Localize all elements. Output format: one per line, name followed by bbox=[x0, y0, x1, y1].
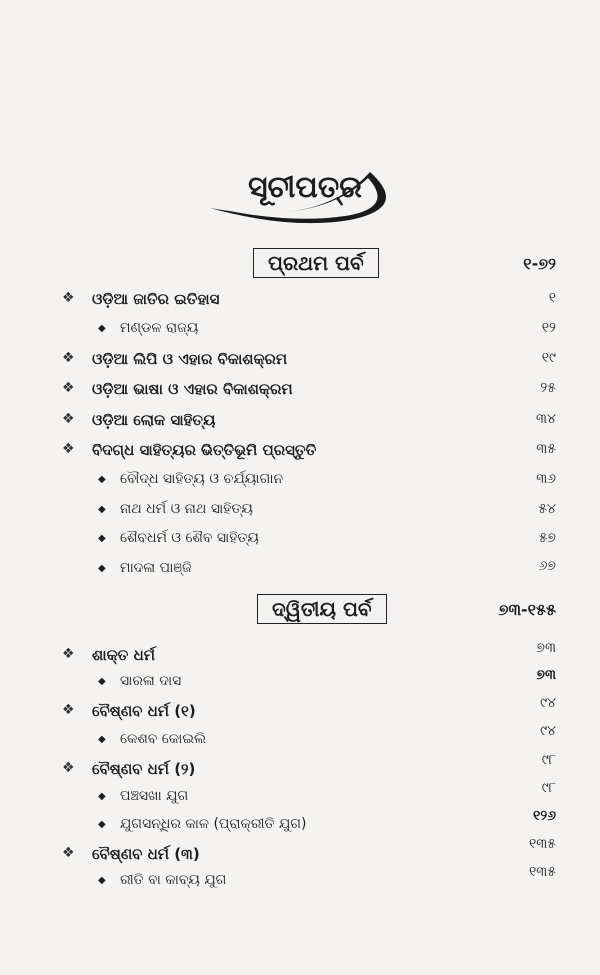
toc-entry-page: ୧୩୫ bbox=[528, 864, 556, 880]
toc-entry-title: ସାରଳା ଦାସ bbox=[120, 673, 182, 689]
four-diamond-bullet-icon: ❖ bbox=[62, 646, 75, 662]
toc-entry bbox=[0, 290, 600, 314]
part-heading: ପ୍ରଥମ ପର୍ବ bbox=[253, 248, 379, 278]
toc-entry-page: ୬୭ bbox=[538, 558, 556, 574]
part-heading: ଦ୍ୱିତୀୟ ପର୍ବ bbox=[257, 594, 387, 624]
diamond-bullet-icon: ◆ bbox=[98, 819, 106, 830]
toc-entry-page: ୧୯ bbox=[541, 350, 556, 366]
toc-entry-title: ଶାକ୍ତ ଧର୍ମ bbox=[92, 646, 155, 664]
four-diamond-bullet-icon: ❖ bbox=[62, 290, 75, 306]
toc-entry-page: ୯୮ bbox=[541, 780, 556, 796]
diamond-bullet-icon: ◆ bbox=[98, 791, 106, 802]
four-diamond-bullet-icon: ❖ bbox=[62, 845, 75, 861]
page-title: ସୂଚୀପତ୍ର bbox=[248, 170, 362, 205]
four-diamond-bullet-icon: ❖ bbox=[62, 380, 75, 396]
diamond-bullet-icon: ◆ bbox=[98, 323, 106, 334]
toc-entry-page: ୯୮ bbox=[541, 752, 556, 768]
four-diamond-bullet-icon: ❖ bbox=[62, 702, 75, 718]
toc-entry bbox=[0, 673, 600, 697]
toc-entry-page: ୫୪ bbox=[538, 501, 556, 517]
diamond-bullet-icon: ◆ bbox=[98, 734, 106, 745]
toc-entry-title: ବିଦଗ୍ଧ ସାହିତ୍ୟର ଭିତ୍ତିଭୂମି ପ୍ରସ୍ତୁତି bbox=[92, 441, 317, 459]
toc-entry-title: ଓଡ଼ିଆ ଲୋକ ସାହିତ୍ୟ bbox=[92, 411, 216, 429]
toc-entry-page: ୩୪ bbox=[536, 411, 556, 427]
part-page-range: ୭୩-୧୫୫ bbox=[498, 600, 556, 619]
toc-entry-title: ରୀତି ବା କାବ୍ୟ ଯୁଗ bbox=[120, 872, 227, 888]
toc-entry bbox=[0, 872, 600, 896]
toc-entry-title: ବୈଷ୍ଣବ ଧର୍ମ (୩) bbox=[92, 845, 200, 863]
toc-entry-title: ନାଥ ଧର୍ମ ଓ ନାଥ ସାହିତ୍ୟ bbox=[120, 501, 253, 517]
toc-entry-page: ୧୨୬ bbox=[532, 808, 556, 824]
toc-entry-page: ୭୩ bbox=[536, 667, 556, 683]
toc-entry bbox=[0, 702, 600, 726]
toc-entry-page: ୧୩୫ bbox=[528, 836, 556, 852]
toc-entry-page: ୩୫ bbox=[536, 441, 556, 457]
four-diamond-bullet-icon: ❖ bbox=[62, 350, 75, 366]
toc-entry-page: ୯୪ bbox=[540, 723, 556, 739]
toc-entry bbox=[0, 530, 600, 554]
toc-entry bbox=[0, 501, 600, 525]
diamond-bullet-icon: ◆ bbox=[98, 474, 106, 485]
diamond-bullet-icon: ◆ bbox=[98, 676, 106, 687]
toc-entry bbox=[0, 788, 600, 812]
diamond-bullet-icon: ◆ bbox=[98, 875, 106, 886]
toc-entry-page: ୭୩ bbox=[536, 640, 556, 656]
toc-entry-page: ୧୨ bbox=[541, 320, 556, 336]
four-diamond-bullet-icon: ❖ bbox=[62, 411, 75, 427]
toc-entry-title: ଓଡ଼ିଆ ଲିପି ଓ ଏହାର ବିକାଶକ୍ରମ bbox=[92, 350, 288, 368]
toc-entry bbox=[0, 845, 600, 869]
toc-entry-title: ମଣ୍ଡଳ ରାଜ୍ୟ bbox=[120, 320, 199, 336]
four-diamond-bullet-icon: ❖ bbox=[62, 441, 75, 457]
toc-entry-title: ମାଦଳା ପାଞ୍ଜି bbox=[120, 560, 192, 576]
toc-entry bbox=[0, 760, 600, 784]
toc-entry-title: ବୈଷ୍ଣବ ଧର୍ମ (୨) bbox=[92, 760, 196, 778]
toc-entry-page: ୩୬ bbox=[536, 471, 556, 487]
toc-entry-title: ଶୈବଧର୍ମ ଓ ଶୈବ ସାହିତ୍ୟ bbox=[120, 530, 259, 546]
toc-entry-title: ଓଡ଼ିଆ ଭାଷା ଓ ଏହାର ବିକାଶକ୍ରମ bbox=[92, 380, 293, 398]
toc-entry bbox=[0, 471, 600, 495]
diamond-bullet-icon: ◆ bbox=[98, 533, 106, 544]
toc-entry-page: ୯୪ bbox=[540, 695, 556, 711]
toc-entry-title: ବୌଦ୍ଧ ସାହିତ୍ୟ ଓ ଚର୍ଯ୍ୟାଗାନ bbox=[120, 471, 284, 487]
part-page-range: ୧-୭୨ bbox=[523, 254, 556, 273]
toc-entry bbox=[0, 441, 600, 465]
toc-entry bbox=[0, 816, 600, 840]
toc-entry-title: କେଶବ କୋଇଲି bbox=[120, 731, 207, 747]
toc-entry-title: ଓଡ଼ିଆ ଜାତିର ଇତିହାସ bbox=[92, 290, 220, 308]
toc-entry bbox=[0, 560, 600, 584]
toc-entry-page: ୨୫ bbox=[540, 380, 556, 396]
toc-entry bbox=[0, 646, 600, 670]
toc-entry bbox=[0, 411, 600, 435]
toc-entry-title: ବୈଷ୍ଣବ ଧର୍ମ (୧) bbox=[92, 702, 196, 720]
diamond-bullet-icon: ◆ bbox=[98, 504, 106, 515]
toc-entry-title: ପଞ୍ଚସଖା ଯୁଗ bbox=[120, 788, 189, 804]
diamond-bullet-icon: ◆ bbox=[98, 563, 106, 574]
toc-entry bbox=[0, 350, 600, 374]
toc-entry-title: ଯୁଗସନ୍ଧିର କାଳ (ପ୍ରାକ୍‌ରୀତି ଯୁଗ) bbox=[120, 816, 307, 832]
toc-entry bbox=[0, 320, 600, 344]
toc-entry-page: ୫୭ bbox=[538, 530, 556, 546]
toc-entry bbox=[0, 380, 600, 404]
toc-entry-page: ୧ bbox=[548, 290, 556, 306]
toc-entry bbox=[0, 731, 600, 755]
four-diamond-bullet-icon: ❖ bbox=[62, 760, 75, 776]
